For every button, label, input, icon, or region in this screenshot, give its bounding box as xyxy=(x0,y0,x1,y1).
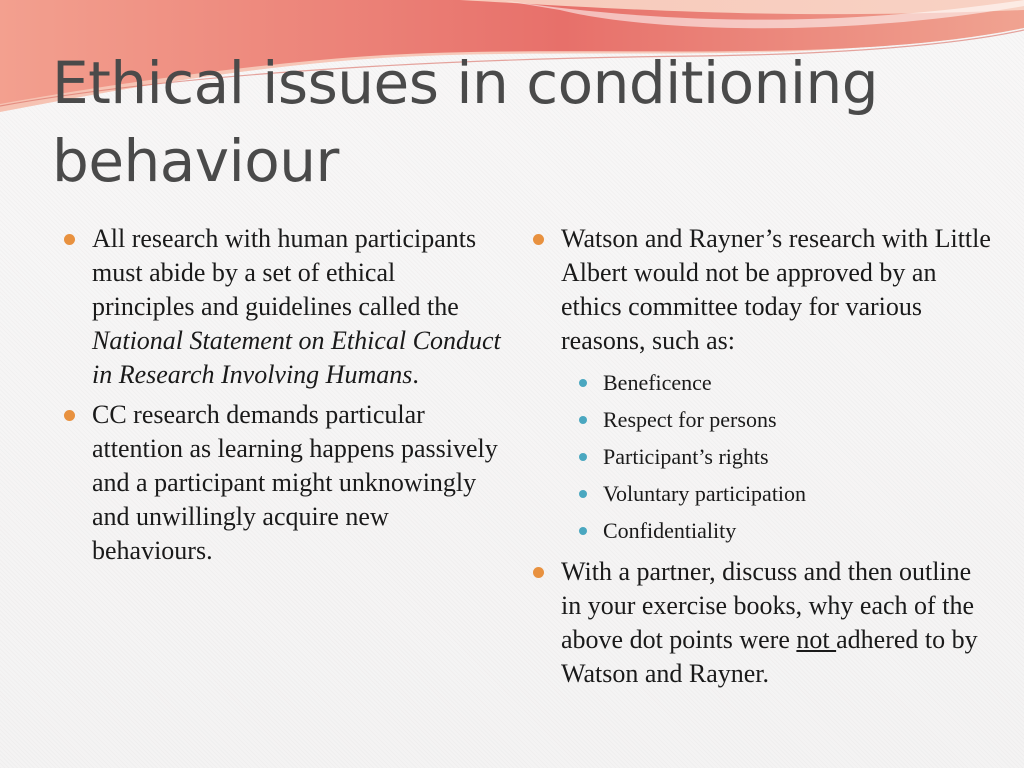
ethics-principles-list xyxy=(579,364,993,549)
bullet-text: With a partner, discuss and then outline in your exercise books, why each of the above dot points were xyxy=(561,557,974,654)
list-item: Voluntary participation xyxy=(579,475,993,512)
sub-bullet-dot-icon xyxy=(579,527,587,535)
slide-title: Ethical issues in conditioning behaviour xyxy=(52,49,879,195)
bullet-text: Watson and Rayner’s research with Little Albert would not be approved by an ethics committee today for various reasons, such as: xyxy=(561,224,991,355)
bullet-dot-icon xyxy=(533,567,544,578)
sub-bullet-dot-icon xyxy=(579,416,587,424)
list-item: Respect for persons xyxy=(579,401,993,438)
bullet-partner-activity xyxy=(533,555,993,691)
right-column xyxy=(533,222,993,697)
bullet-dot-icon xyxy=(64,410,75,421)
sub-bullet-dot-icon xyxy=(579,453,587,461)
list-item: Beneficence xyxy=(579,364,993,401)
list-item: Participant’s rights xyxy=(579,438,993,475)
list-item: Confidentiality xyxy=(579,512,993,549)
sub-bullet-dot-icon xyxy=(579,379,587,387)
bullet-national-statement xyxy=(64,222,504,392)
bullet-text-italic: National Statement on Ethical Conduct in Research Involving Humans xyxy=(92,326,501,389)
sub-bullet-dot-icon xyxy=(579,490,587,498)
bullet-cc-research xyxy=(64,398,504,568)
bullet-text: CC research demands particular attention as learning happens passively and a participant might unknowingly and unwillingly acquire new behaviours. xyxy=(92,400,498,565)
left-column xyxy=(64,222,504,574)
bullet-text: All research with human participants must abide by a set of ethical principles and guidelines called the xyxy=(92,224,477,321)
bullet-text-end: adhered to by Watson and Rayner. xyxy=(561,625,978,688)
bullet-dot-icon xyxy=(64,234,75,245)
bullet-text-underlined: not xyxy=(796,625,837,654)
bullet-dot-icon xyxy=(533,234,544,245)
bullet-watson-rayner xyxy=(533,222,993,358)
bullet-text-end: . xyxy=(412,360,419,389)
